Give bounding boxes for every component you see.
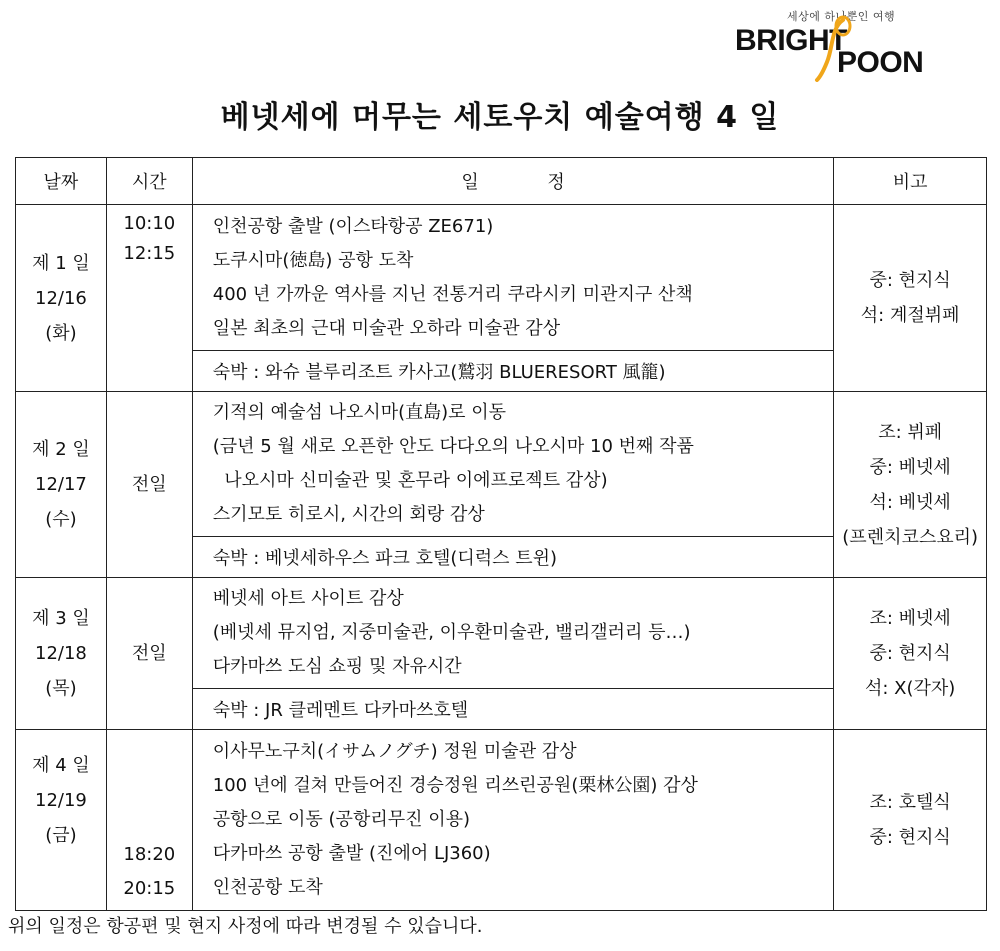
day1-stay: 숙박 : 와슈 블루리조트 카사고(鷲羽 BLUERESORT 風籠): [192, 351, 834, 392]
day4-plan: 이사무노구치(イサムノグチ) 정원 미술관 감상 100 년에 걸쳐 만들어진 경승정원 리쓰린공원(栗林公園) 감상 공항으로 이동 (공항리무진 이용) 다카마쓰 공항 출발 (진에어 LJ360) 인천공항 도착: [192, 730, 834, 911]
logo-word-poon: POON: [837, 46, 924, 79]
day3-notes: 조: 베넷세 중: 현지식 석: X(각자): [834, 578, 987, 730]
logo-word-bright: BRIGHT: [735, 24, 847, 57]
day4-time: 18:20 20:15: [106, 730, 192, 911]
day4-row: [16, 730, 987, 911]
day3-row: [16, 578, 987, 689]
day1-time: 10:10 12:15: [106, 205, 192, 392]
header-time: 시간: [106, 158, 192, 205]
header-plan: 일 정: [192, 158, 834, 205]
day2-time: 전일: [106, 392, 192, 578]
day1-notes: 중: 현지식 석: 계절뷔페: [834, 205, 987, 392]
day2-row: [16, 392, 987, 537]
day1-plan: 인천공항 출발 (이스타항공 ZE671) 도쿠시마(徳島) 공항 도착 400 년 가까운 역사를 지닌 전통거리 쿠라시키 미관지구 산책 일본 최초의 근대 미술관 오하라 미술관 감상: [192, 205, 834, 351]
day4-notes: 조: 호텔식 중: 현지식: [834, 730, 987, 911]
day2-notes: 조: 뷔페 중: 베넷세 석: 베넷세 (프렌치코스요리): [834, 392, 987, 578]
header-date: 날짜: [16, 158, 107, 205]
page-title: 베넷세에 머무는 세토우치 예술여행 4 일: [220, 100, 780, 135]
day3-plan: 베넷세 아트 사이트 감상 (베넷세 뮤지엄, 지중미술관, 이우환미술관, 밸리갤러리 등…) 다카마쓰 도심 쇼핑 및 자유시간: [192, 578, 834, 689]
day3-time: 전일: [106, 578, 192, 730]
day2-stay: 숙박 : 베넷세하우스 파크 호텔(디럭스 트윈): [192, 537, 834, 578]
day1-row: [16, 205, 987, 351]
brand-logo: [735, 8, 945, 80]
day3-stay: 숙박 : JR 클레멘트 다카마쓰호텔: [192, 689, 834, 730]
day4-date: 제 4 일 12/19 (금): [16, 730, 107, 911]
logo-tagline: 세상에 하나뿐인 여행: [787, 10, 896, 23]
header-note: 비고: [834, 158, 987, 205]
header-row: [16, 158, 987, 205]
day2-plan: 기적의 예술섬 나오시마(直島)로 이동 (금년 5 월 새로 오픈한 안도 다다오의 나오시마 10 번째 작품 나오시마 신미술관 및 혼무라 이에프로젝트 감상) 스기모토 히로시, 시간의 회랑 감상: [192, 392, 834, 537]
day2-date: 제 2 일 12/17 (수): [16, 392, 107, 578]
day1-date: 제 1 일 12/16 (화): [16, 205, 107, 392]
day3-date: 제 3 일 12/18 (목): [16, 578, 107, 730]
itinerary-table: [15, 157, 987, 911]
footer-note: 위의 일정은 항공편 및 현지 사정에 따라 변경될 수 있습니다.: [8, 916, 483, 937]
